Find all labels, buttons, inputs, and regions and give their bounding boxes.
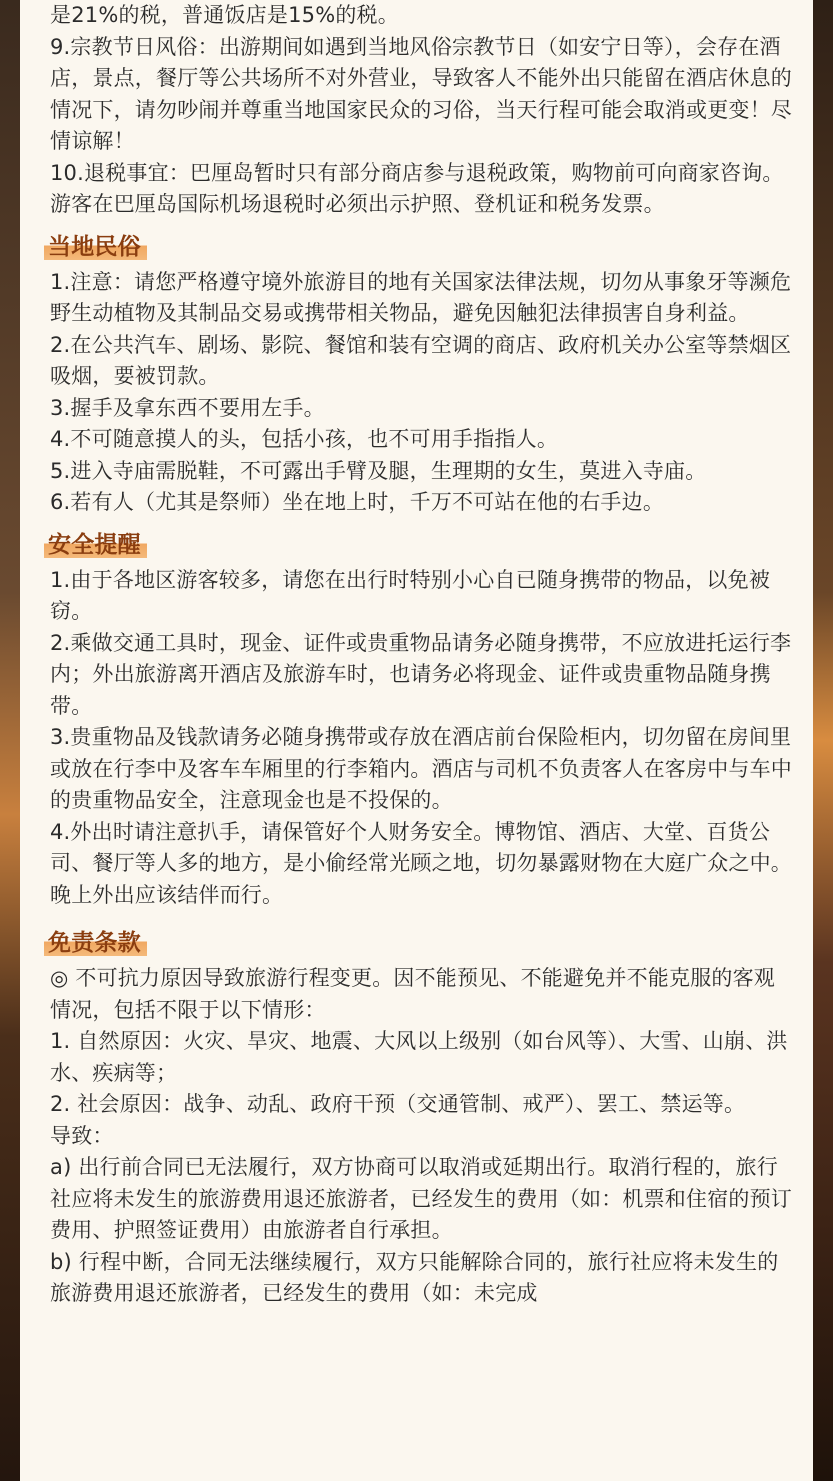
note-paragraph: 是21%的税，普通饭店是15%的税。 <box>50 3 399 27</box>
disclaimer-item: ◎ 不可抗力原因导致旅游行程变更。因不能预见、不能避免并不能克服的客观情况，包括不限于以下情形： <box>50 966 775 1022</box>
customs-item: 2.在公共汽车、剧场、影院、餐馆和装有空调的商店、政府机关办公室等禁烟区吸烟，要被罚款。 <box>50 332 792 388</box>
disclaimer-item: b) 行程中断，合同无法继续履行，双方只能解除合同的，旅行社应将未发生的旅游费用退还旅游者，已经发生的费用（如：未完成 <box>50 1249 779 1305</box>
section-heading-disclaimer: 免责条款 <box>44 927 147 959</box>
note-paragraph: 9.宗教节日风俗：出游期间如遇到当地风俗宗教节日（如安宁日等），会存在酒店，景点，餐厅等公共场所不对外营业，导致客人不能外出只能留在酒店休息的情况下，请勿吵闹并尊重当地国家民众的习俗，当天行程可能会取消或更变！尽情谅解！ <box>50 34 792 153</box>
background-right-edge <box>813 0 833 1481</box>
safety-item: 3.贵重物品及钱款请务必随身携带或存放在酒店前台保险柜内，切勿留在房间里或放在行李中及客车车厢里的行李箱内。酒店与司机不负责客人在客房中与车中的贵重物品安全，注意现金也是不投保的。 <box>50 725 792 812</box>
disclaimer-section <box>50 917 795 1310</box>
safety-item: 2.乘做交通工具时，现金、证件或贵重物品请务必随身携带，不应放进托运行李内；外出旅游离开酒店及旅游车时，也请务必将现金、证件或贵重物品随身携带。 <box>50 630 792 718</box>
safety-item: 1.由于各地区游客较多，请您在出行时特别小心自已随身携带的物品，以免被窃。 <box>50 567 771 623</box>
customs-item: 4.不可随意摸人的头，包括小孩，也不可用手指指人。 <box>50 427 559 451</box>
disclaimer-item: 2. 社会原因：战争、动乱、政府干预（交通管制、戒严）、罢工、禁运等。 <box>50 1092 746 1116</box>
customs-section <box>50 221 795 519</box>
customs-item: 6.若有人（尤其是祭师）坐在地上时，千万不可站在他的右手边。 <box>50 490 665 514</box>
safety-item: 4.外出时请注意扒手，请保管好个人财务安全。博物馆、酒店、大堂、百货公司、餐厅等人多的地方，是小偷经常光顾之地，切勿暴露财物在大庭广众之中。晚上外出应该结伴而行。 <box>50 819 792 907</box>
disclaimer-item: 导致： <box>50 1123 114 1148</box>
disclaimer-item: a) 出行前合同已无法履行，双方协商可以取消或延期出行。取消行程的，旅行社应将未发生的旅游费用退还旅游者，已经发生的费用（如：机票和住宿的预订费用、护照签证费用）由旅游者自行承担。 <box>50 1155 792 1242</box>
note-paragraph: 10.退税事宜：巴厘岛暂时只有部分商店参与退税政策，购物前可向商家咨询。游客在巴厘岛国际机场退税时必须出示护照、登机证和税务发票。 <box>50 160 784 216</box>
background-left-edge <box>0 0 20 1481</box>
safety-section <box>50 519 795 912</box>
document-page <box>20 0 813 1481</box>
customs-item: 3.握手及拿东西不要用左手。 <box>50 395 325 420</box>
disclaimer-item: 1. 自然原因：火灾、旱灾、地震、大风以上级别（如台风等）、大雪、山崩、洪水、疾病等； <box>50 1029 788 1085</box>
customs-item: 1.注意：请您严格遵守境外旅游目的地有关国家法律法规，切勿从事象牙等濒危野生动植物及其制品交易或携带相关物品，避免因触犯法律损害自身利益。 <box>50 269 792 325</box>
section-heading-safety: 安全提醒 <box>44 529 147 561</box>
section-heading-customs: 当地民俗 <box>44 231 147 263</box>
customs-item: 5.进入寺庙需脱鞋，不可露出手臂及腿，生理期的女生，莫进入寺庙。 <box>50 458 707 483</box>
intro-notes <box>50 0 795 221</box>
